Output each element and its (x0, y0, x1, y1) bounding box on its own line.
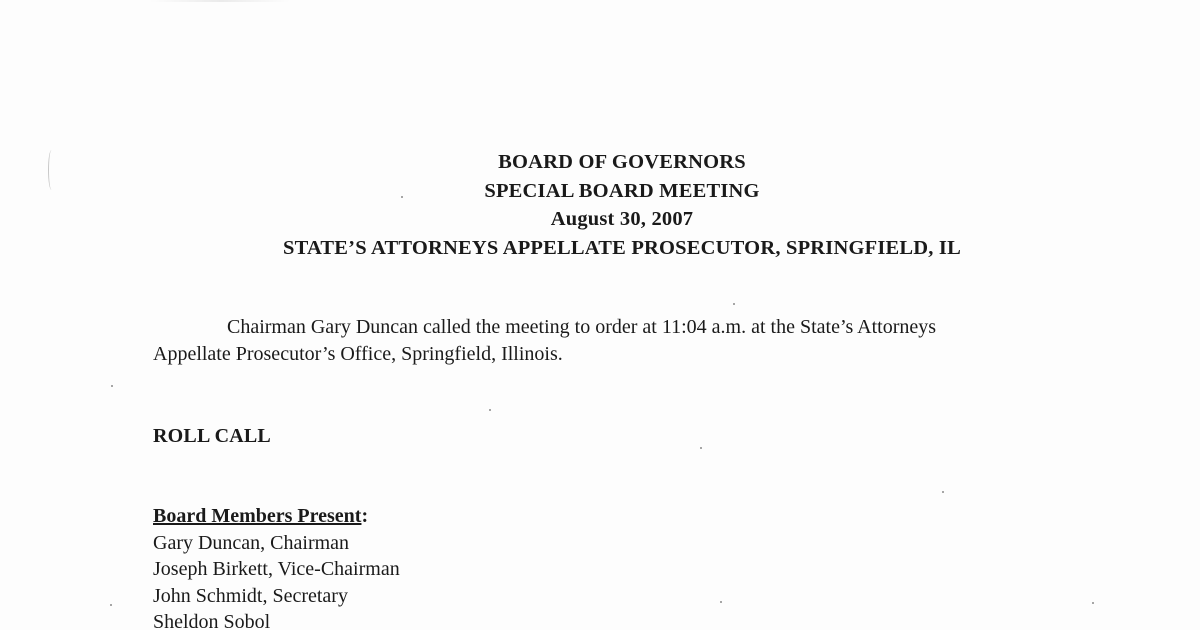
scan-speck (401, 196, 403, 198)
intro-line: Chairman Gary Duncan called the meeting to order at 11:04 a.m. at the State’s Attorneys (227, 316, 937, 338)
scan-speck (110, 604, 112, 606)
scan-speck (733, 303, 735, 305)
scan-speck (700, 447, 702, 449)
scan-smudge (150, 0, 290, 2)
member-item: Gary Duncan, Chairman (153, 531, 350, 554)
document-header (0, 148, 1200, 262)
heading-colon: : (361, 505, 369, 527)
board-members-heading: Board Members Present (153, 505, 362, 527)
member-item: Sheldon Sobol (153, 611, 271, 630)
header-meeting-type: SPECIAL BOARD MEETING (484, 179, 760, 202)
intro-line: Appellate Prosecutor’s Office, Springfield, Illinois. (153, 343, 563, 365)
scan-speck (489, 409, 491, 411)
board-members-section (153, 503, 400, 630)
member-item: John Schmidt, Secretary (153, 584, 348, 607)
board-members-heading-row (153, 503, 400, 530)
member-item: Joseph Birkett, Vice-Chairman (153, 558, 400, 580)
header-title: BOARD OF GOVERNORS (498, 151, 746, 173)
intro-paragraph (153, 314, 1073, 368)
header-organization: STATE’S ATTORNEYS APPELLATE PROSECUTOR, SPRINGFIELD, IL (283, 236, 961, 259)
scan-speck (1092, 602, 1094, 604)
scan-speck (720, 601, 722, 603)
roll-call-heading: ROLL CALL (153, 425, 271, 447)
scan-speck (111, 385, 113, 387)
header-date: August 30, 2007 (550, 208, 694, 230)
scan-speck (942, 491, 944, 493)
